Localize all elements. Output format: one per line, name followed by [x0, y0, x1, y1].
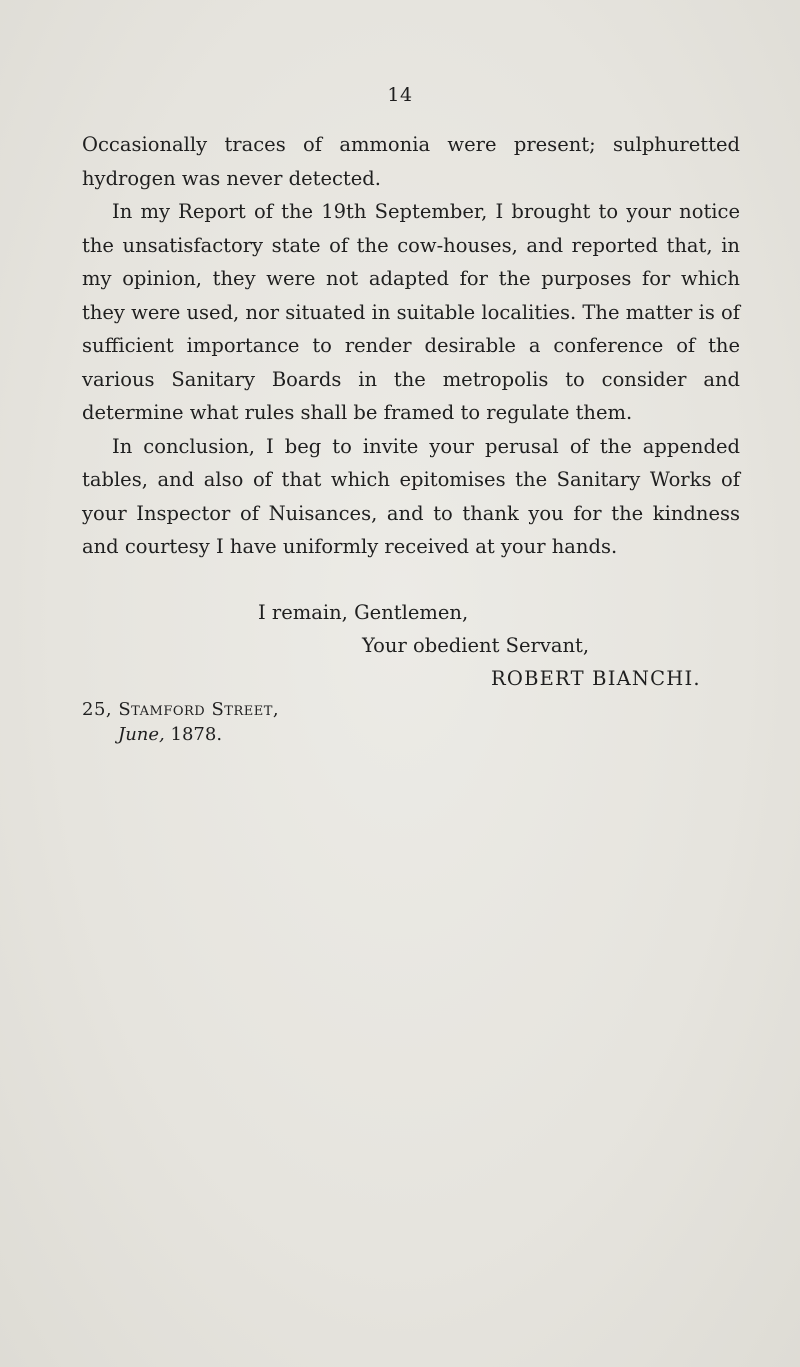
address-date	[118, 724, 222, 745]
paragraph-1: Occasionally traces of ammonia were present; sulphuretted hydrogen was never detected.	[82, 133, 740, 190]
paragraph-3: In conclusion, I beg to invite your perusal of the appended tables, and also of that which epitomises the Sanitary Works of your Inspector of Nuisances, and to thank you for the kindness and courtesy I have uniformly received at your hands.	[82, 434, 740, 558]
closing-servant: Your obedient Servant,	[362, 634, 590, 657]
date-year: 1878.	[170, 724, 223, 745]
letter-body	[82, 128, 740, 564]
date-month: June,	[118, 724, 165, 745]
signature: ROBERT BIANCHI.	[491, 667, 701, 690]
closing-salutation: I remain, Gentlemen,	[258, 601, 469, 624]
paragraph-2: In my Report of the 19th September, I brought to your notice the unsatisfactory state of the cow-houses, and reported that, in my opinion, they were not adapted for the purposes for which they were used, nor situated in suitable localities. The matter is of sufficient importance to render desirable a conference of the various Sanitary Boards in the metropolis to consider and determine what rules shall be framed to regulate them.	[82, 200, 740, 424]
page-number: 14	[387, 84, 413, 106]
address-street: 25, Stamford Street,	[82, 699, 280, 720]
